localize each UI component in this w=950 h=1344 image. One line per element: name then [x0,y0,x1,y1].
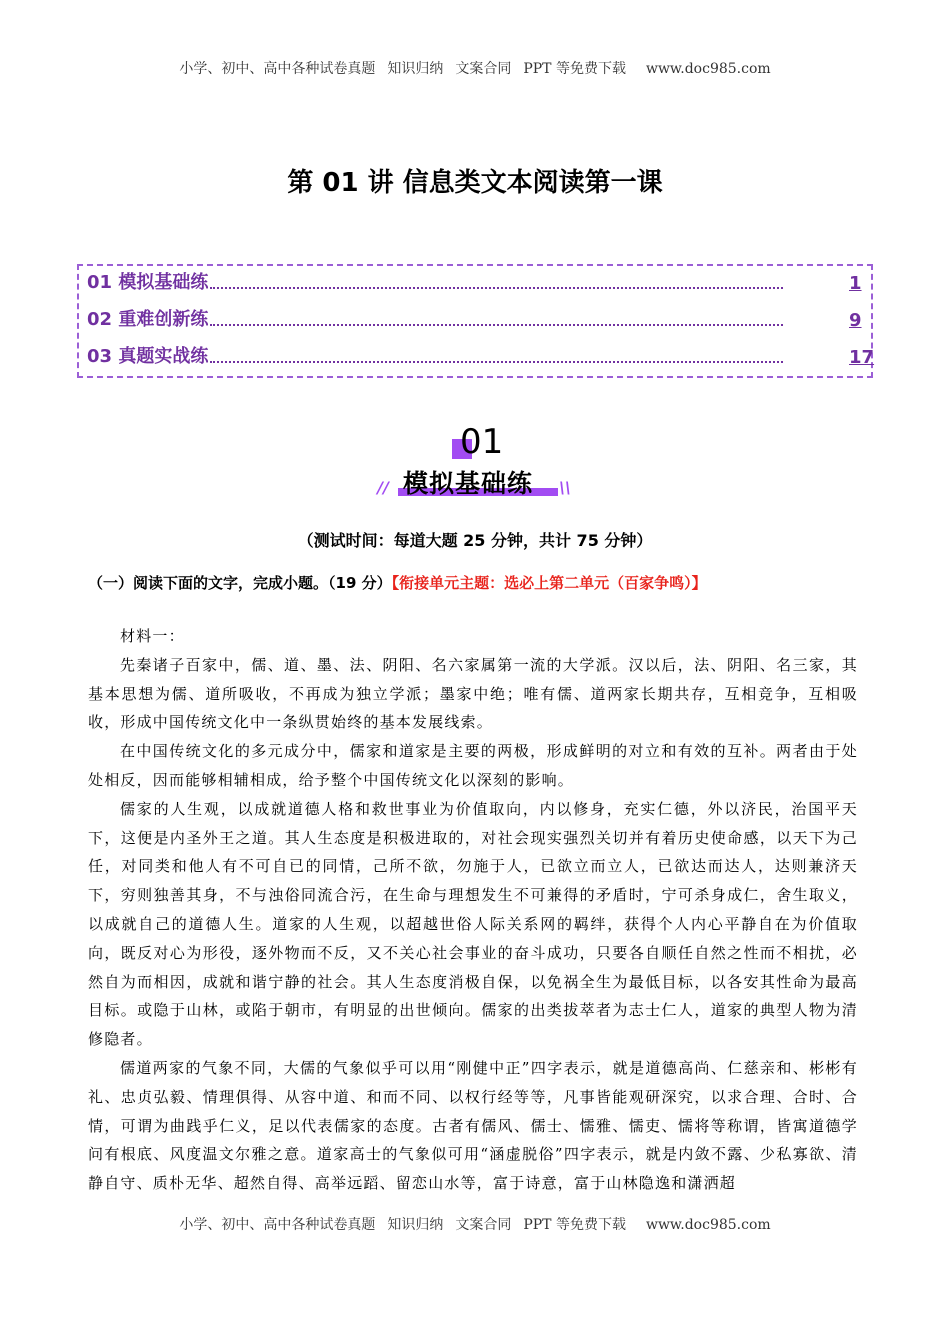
paragraph: 儒家的人生观，以成就道德人格和救世事业为价值取向，内以修身，充实仁德，外以济民，治国平天下，这便是内圣外王之道。其人生态度是积极进取的，对社会现实强烈关切并有着历史使命感，以天下为己任，对同类和他人有不可自已的同情，己所不欲，勿施于人，已欲立而立人，已欲达而达人，达则兼济天下，穷则独善其身，不与浊俗同流合污，在生命与理想发生不可兼得的矛盾时，宁可杀身成仁，舍生取义，以成就自己的道德人生。道家的人生观，以超越世俗人际关系网的羁绊，获得个人内心平静自在为价值取向，既反对心为形役，逐外物而不反，又不关心社会事业的奋斗成功，只要各自顺任自然之性而不相扰，必然自为而相因，成就和谐宁静的社会。其人生态度消极自保，以免祸全生为最低目标，以各安其性命为最高目标。或隐于山林，或陷于朝市，有明显的出世倾向。儒家的出类拔萃者为志士仁人，道家的典型人物为清修隐者。 [88,799,858,1049]
question-theme: 【衔接单元主题：选必上第二单元（百家争鸣）】 [391,574,707,592]
toc-page[interactable]: 9 [849,310,862,331]
footer-text: 知识归纳 [387,1217,444,1233]
question-text: （一）阅读下面的文字，完成小题。（19 分） [88,574,392,592]
time-note: （测试时间：每道大题 25 分钟，共计 75 分钟） [297,531,653,550]
section-label: 模拟基础练 [403,469,534,498]
footer-text: 文案合同 [455,1217,512,1233]
question-heading [88,572,707,593]
footer-text: PPT 等免费下载 [523,1217,626,1233]
page-footer [0,1214,950,1234]
header-text: 小学、初中、高中各种试卷真题 [179,61,376,77]
section-heading [375,422,575,502]
toc-label: 02 重难创新练 [87,309,209,330]
toc-page[interactable]: 1 [849,273,862,294]
toc-page[interactable]: 17 [849,347,875,368]
page-title: 第 01 讲 信息类文本阅读第一课 [287,168,663,198]
toc-item[interactable] [87,305,862,331]
toc-label: 01 模拟基础练 [87,272,209,293]
toc-item[interactable] [87,268,862,294]
paragraph: 在中国传统文化的多元成分中，儒家和道家是主要的两极，形成鲜明的对立和有效的互补。两者由于处处相反，因而能够相辅相成，给予整个中国传统文化以深刻的影响。 [88,742,858,789]
section-number: 01 [460,422,504,462]
footer-link[interactable]: www.doc985.com [645,1217,771,1233]
toc-leader [210,324,783,326]
slash-decoration-icon: // [377,478,389,497]
paragraph: 先秦诸子百家中，儒、道、墨、法、阴阳、名六家属第一流的大学派。汉以后，法、阴阳、名三家，其基本思想为儒、道所吸收，不再成为独立学派；墨家中绝；唯有儒、道两家长期共存，互相竞争，互相吸收，形成中国传统文化中一条纵贯始终的基本发展线索。 [88,655,858,732]
header-text: PPT 等免费下载 [523,61,626,77]
toc-leader [210,361,783,363]
footer-text: 小学、初中、高中各种试卷真题 [179,1217,376,1233]
toc-leader [210,287,783,289]
toc-item[interactable] [87,342,875,368]
reading-passage [88,622,858,1198]
paragraph: 材料一： [120,627,185,645]
slash-decoration-icon: \\ [559,478,571,497]
header-link[interactable]: www.doc985.com [645,61,771,77]
paragraph: 儒道两家的气象不同，大儒的气象似乎可以用“刚健中正”四字表示，就是道德高尚、仁慈亲和、彬彬有礼、忠贞弘毅、情理俱得、从容中道、和而不同、以权行经等等，凡事皆能观研深究，以求合理、合时、合情，可谓为曲践乎仁义，足以代表儒家的态度。古者有儒风、儒士、懦雅、懦吏、懦将等称谓，皆寓道德学问有根底、风度温文尔雅之意。道家高士的气象似可用“涵虚脱俗”四字表示，就是内敛不露、少私寡欲、清静自守、质朴无华、超然自得、高举远蹈、留恋山水等，富于诗意，富于山林隐逸和潇洒超 [88,1058,858,1193]
toc-label: 03 真题实战练 [87,346,209,367]
table-of-contents [77,264,873,378]
header-text: 文案合同 [455,61,512,77]
page-header [0,58,950,78]
header-text: 知识归纳 [387,61,444,77]
